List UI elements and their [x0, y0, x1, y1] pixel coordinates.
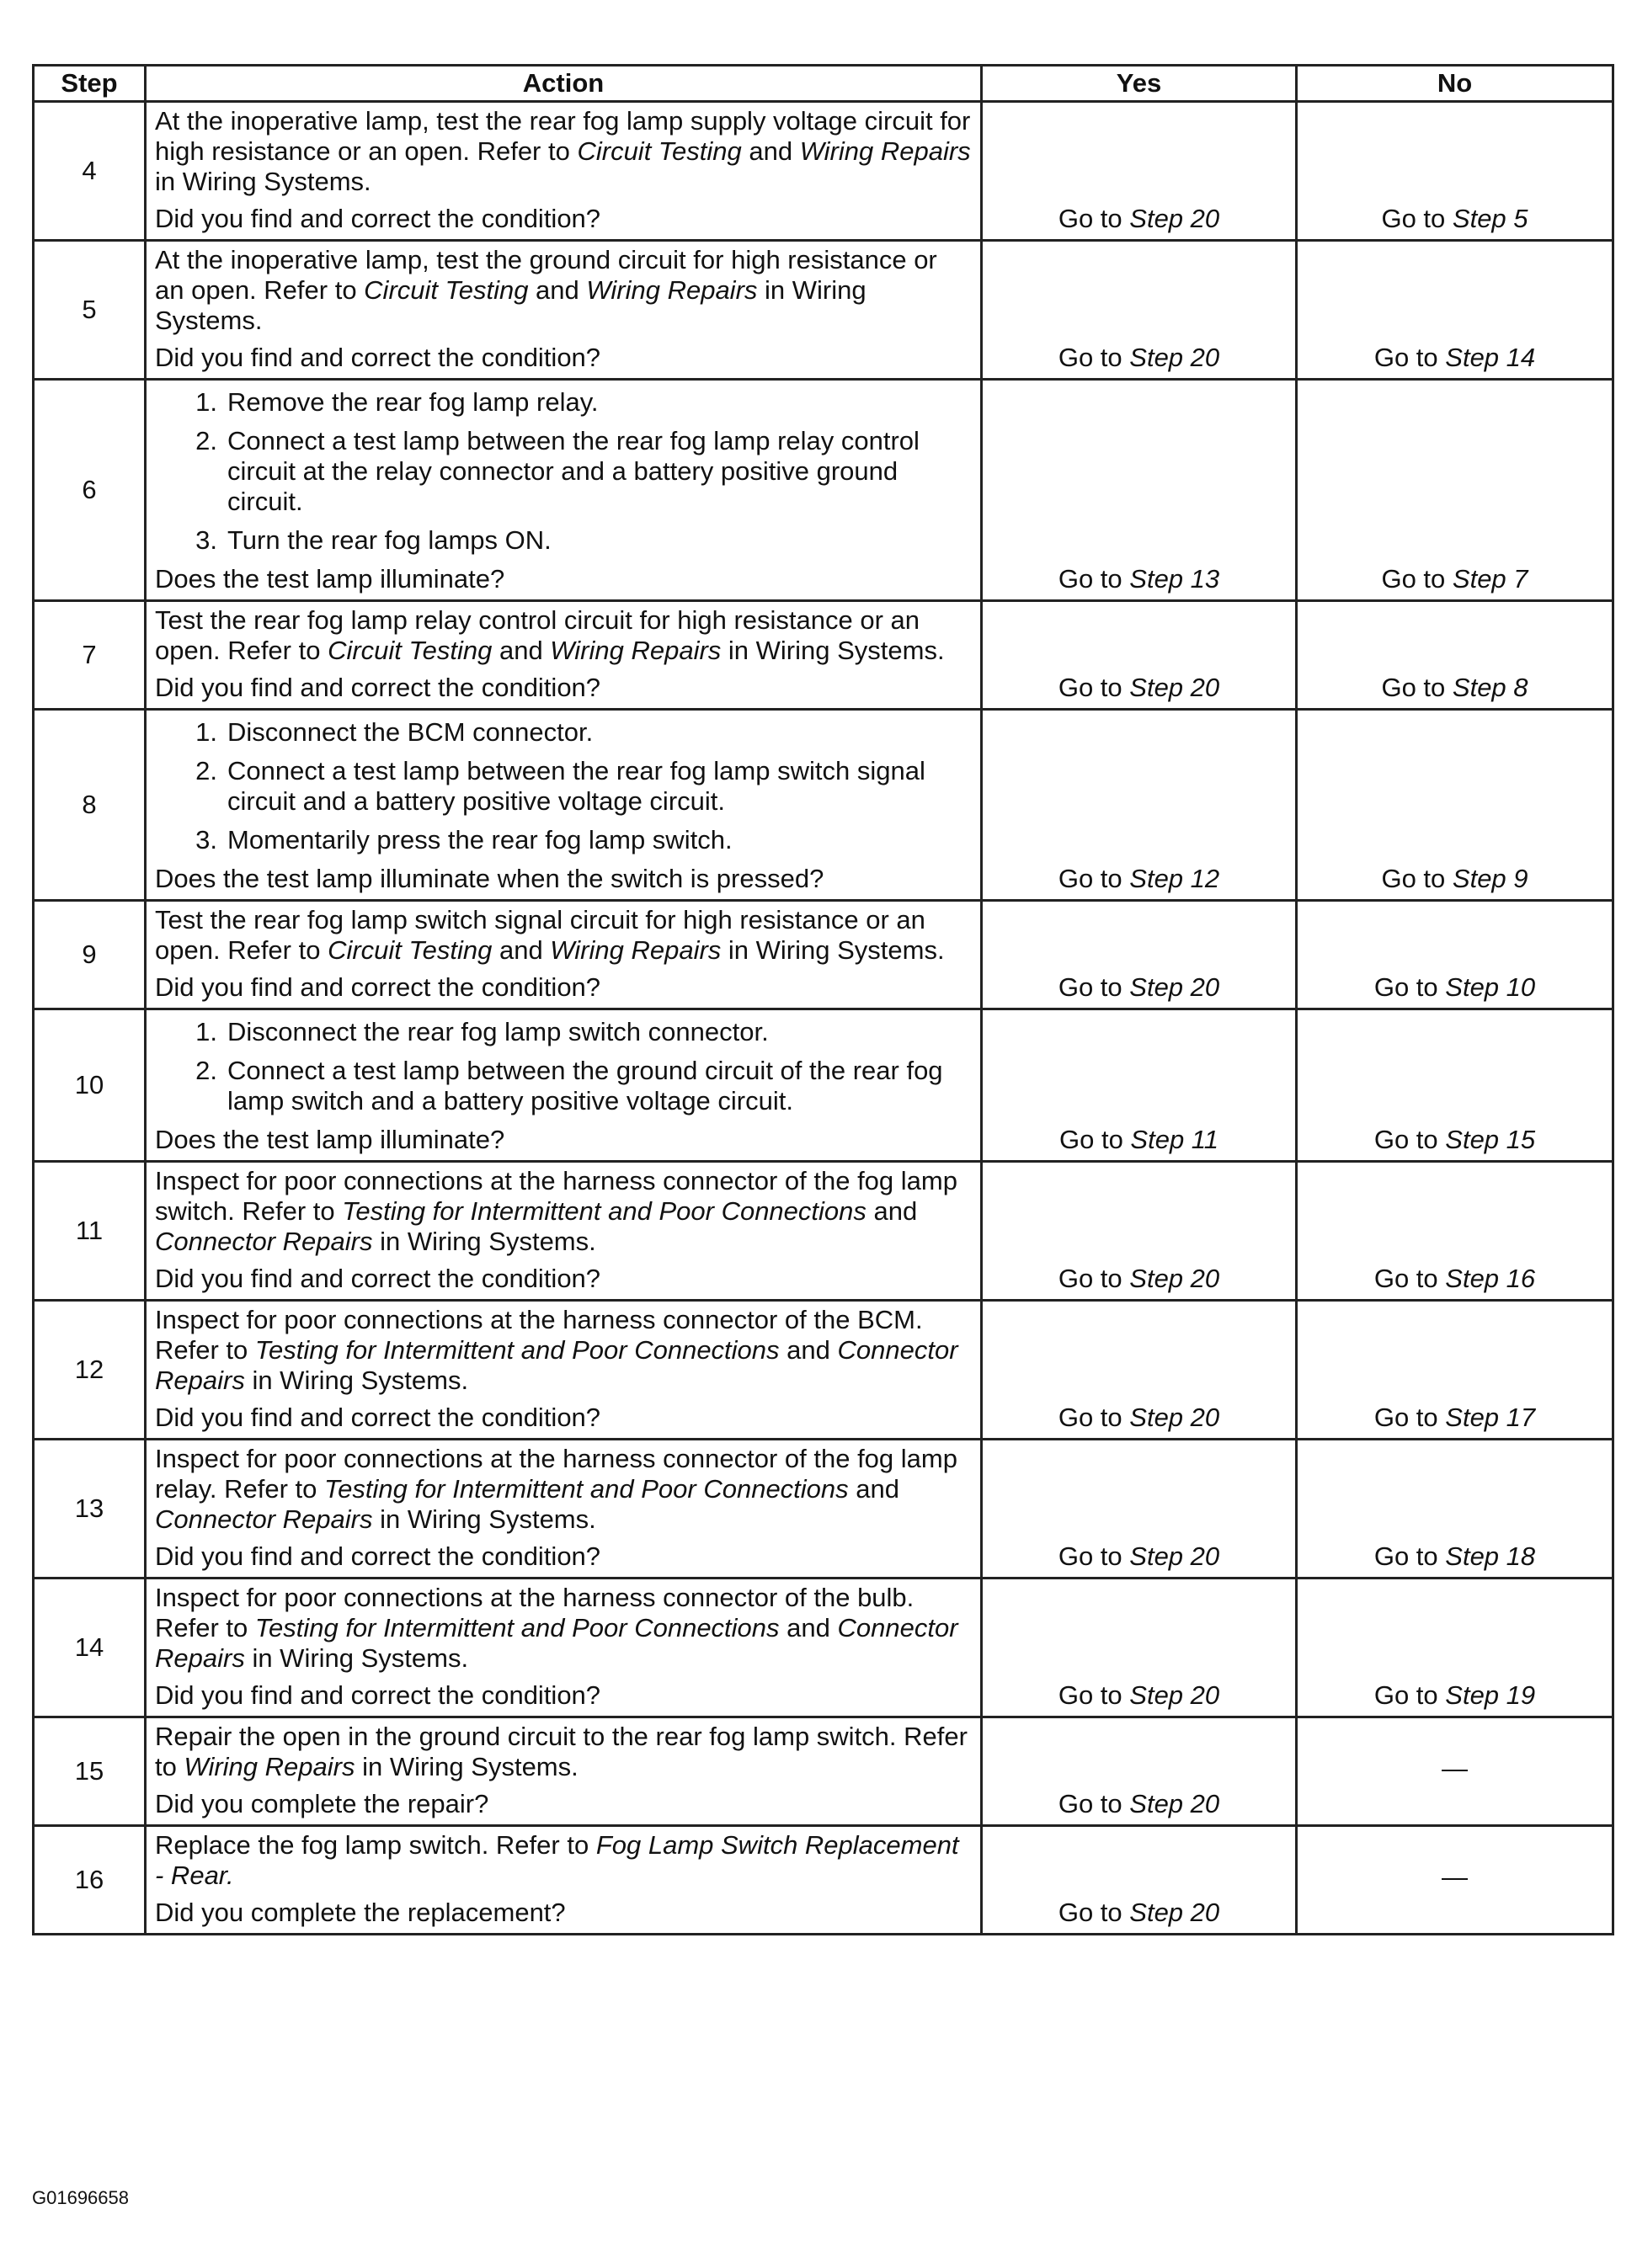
action-text: and [848, 1474, 900, 1504]
table-row [34, 1009, 1613, 1162]
no-result [1297, 601, 1613, 710]
step-number: 14 [34, 1579, 146, 1717]
table-row [34, 380, 1613, 601]
action-paragraph [155, 1830, 972, 1891]
table-row [34, 601, 1613, 710]
procedure-list [155, 1017, 972, 1116]
goto-text: Go to [1058, 204, 1130, 233]
action-text: and [779, 1335, 838, 1365]
goto-text: Go to [1381, 564, 1453, 594]
yes-result [982, 1301, 1297, 1440]
goto-step-reference: Step 20 [1129, 972, 1220, 1002]
table-row [34, 241, 1613, 380]
action-question: Did you find and correct the condition? [155, 1403, 601, 1432]
reference-link-text: Fog Lamp Switch Replacement - Rear. [155, 1830, 959, 1890]
action-question: Did you find and correct the condition? [155, 1680, 601, 1710]
action-cell [146, 901, 982, 1009]
goto-step-reference: Step 17 [1445, 1403, 1536, 1432]
reference-link-text: Connector Repairs [155, 1227, 373, 1256]
action-text: in Wiring Systems. [244, 1643, 469, 1673]
yes-result [982, 380, 1297, 601]
reference-link-text: Connector Repairs [155, 1613, 958, 1673]
step-number: 11 [34, 1162, 146, 1301]
action-text: Test the rear fog lamp relay control circuit for high resistance or an open. Refer to [155, 605, 920, 665]
goto-text: Go to [1058, 864, 1130, 893]
procedure-list [155, 387, 972, 556]
procedure-item [155, 1017, 972, 1047]
table-row [34, 1826, 1613, 1935]
action-text: in Wiring Systems. [155, 167, 371, 196]
goto-step-reference: Step 7 [1452, 564, 1528, 594]
no-result [1297, 710, 1613, 901]
procedure-item-text: Disconnect the BCM connector. [227, 717, 594, 747]
goto-text: Go to [1373, 972, 1446, 1002]
action-text: and [866, 1196, 918, 1226]
header-step: Step [34, 66, 146, 102]
yes-result [982, 1826, 1297, 1935]
action-text: in Wiring Systems. [372, 1227, 596, 1256]
procedure-item [155, 717, 972, 748]
goto-text: Go to [1058, 1264, 1130, 1293]
goto-step-reference: Step 14 [1445, 343, 1536, 372]
action-text: in Wiring Systems. [155, 275, 866, 335]
figure-id: G01696658 [32, 2187, 129, 2208]
yes-result [982, 1162, 1297, 1301]
goto-text: Go to [1058, 1789, 1130, 1818]
procedure-item-text: Momentarily press the rear fog lamp switch. [227, 825, 733, 854]
procedure-item-number: 2. [195, 1056, 217, 1085]
action-cell [146, 710, 982, 901]
yes-result [982, 601, 1297, 710]
step-number: 9 [34, 901, 146, 1009]
goto-step-reference: Step 20 [1129, 1541, 1220, 1571]
no-result [1297, 901, 1613, 1009]
header-yes: Yes [982, 66, 1297, 102]
goto-step-reference: Step 20 [1129, 343, 1220, 372]
goto-text: Go to [1058, 343, 1130, 372]
reference-link-text: Circuit Testing [328, 636, 493, 665]
action-paragraph [155, 905, 972, 966]
reference-link-text: Wiring Repairs [586, 275, 758, 305]
action-cell [146, 380, 982, 601]
procedure-item [155, 426, 972, 517]
goto-step-reference: Step 18 [1445, 1541, 1536, 1571]
table-body [34, 102, 1613, 1935]
step-number: 7 [34, 601, 146, 710]
step-number: 15 [34, 1717, 146, 1826]
action-cell [146, 1826, 982, 1935]
procedure-item-text: Disconnect the rear fog lamp switch connector. [227, 1017, 769, 1046]
action-text: Test the rear fog lamp switch signal circuit for high resistance or an open. Refer to [155, 905, 925, 965]
action-text: and [528, 275, 587, 305]
action-question: Does the test lamp illuminate? [155, 1125, 505, 1154]
yes-result [982, 1579, 1297, 1717]
step-number: 6 [34, 380, 146, 601]
action-text: At the inoperative lamp, test the ground circuit for high resistance or an open. Refer to [155, 245, 937, 305]
goto-step-reference: Step 5 [1452, 204, 1528, 233]
procedure-item-text: Remove the rear fog lamp relay. [227, 387, 599, 417]
table-row [34, 1162, 1613, 1301]
goto-step-reference: Step 20 [1129, 1680, 1220, 1710]
goto-text: Go to [1058, 1680, 1130, 1710]
action-question: Did you find and correct the condition? [155, 343, 601, 372]
action-question: Did you find and correct the condition? [155, 204, 601, 233]
action-text: in Wiring Systems. [721, 636, 945, 665]
action-cell [146, 102, 982, 241]
reference-link-text: Connector Repairs [155, 1504, 373, 1534]
action-cell [146, 1579, 982, 1717]
procedure-item-number: 1. [195, 717, 217, 747]
no-result [1297, 1717, 1613, 1826]
action-text: and [741, 136, 800, 166]
goto-text: Go to [1373, 1403, 1446, 1432]
procedure-item [155, 387, 972, 418]
procedure-item-text: Turn the rear fog lamps ON. [227, 525, 552, 555]
table-header [34, 66, 1613, 102]
no-result [1297, 1009, 1613, 1162]
reference-link-text: Circuit Testing [364, 275, 529, 305]
procedure-item [155, 525, 972, 556]
step-number: 5 [34, 241, 146, 380]
reference-link-text: Wiring Repairs [550, 636, 722, 665]
header-action: Action [146, 66, 982, 102]
action-text: and [492, 935, 551, 965]
goto-step-reference: Step 15 [1445, 1125, 1536, 1154]
action-cell [146, 1009, 982, 1162]
step-number: 4 [34, 102, 146, 241]
action-text: in Wiring Systems. [355, 1752, 579, 1781]
goto-step-reference: Step 20 [1129, 1898, 1220, 1927]
yes-result [982, 1009, 1297, 1162]
action-cell [146, 241, 982, 380]
goto-text: Go to [1058, 1403, 1130, 1432]
goto-text: Go to [1058, 1541, 1130, 1571]
goto-step-reference: Step 12 [1129, 864, 1220, 893]
reference-link-text: Testing for Intermittent and Poor Connections [254, 1613, 780, 1642]
procedure-item-number: 3. [195, 525, 217, 555]
yes-result [982, 241, 1297, 380]
procedure-list [155, 717, 972, 855]
goto-text: Go to [1373, 1541, 1446, 1571]
goto-text: Go to [1373, 343, 1446, 372]
table-row [34, 1579, 1613, 1717]
no-result [1297, 380, 1613, 601]
reference-link-text: Wiring Repairs [799, 136, 971, 166]
action-cell [146, 1717, 982, 1826]
not-applicable-dash: — [1442, 1754, 1468, 1783]
action-text: Inspect for poor connections at the harness connector of the bulb. Refer to [155, 1583, 914, 1642]
action-paragraph [155, 1305, 972, 1396]
goto-text: Go to [1373, 1264, 1446, 1293]
table-row [34, 1717, 1613, 1826]
yes-result [982, 1440, 1297, 1579]
no-result [1297, 1301, 1613, 1440]
reference-link-text: Testing for Intermittent and Poor Connections [324, 1474, 849, 1504]
procedure-item-text: Connect a test lamp between the rear fog lamp switch signal circuit and a battery positive voltage circuit. [227, 756, 925, 816]
action-question: Did you find and correct the condition? [155, 972, 601, 1002]
goto-text: Go to [1381, 204, 1453, 233]
table-row [34, 1440, 1613, 1579]
goto-text: Go to [1373, 1680, 1446, 1710]
goto-step-reference: Step 20 [1129, 673, 1220, 702]
reference-link-text: Testing for Intermittent and Poor Connections [342, 1196, 866, 1226]
action-paragraph [155, 245, 972, 336]
step-number: 10 [34, 1009, 146, 1162]
not-applicable-dash: — [1442, 1862, 1468, 1892]
goto-text: Go to [1373, 1125, 1446, 1154]
reference-link-text: Wiring Repairs [550, 935, 722, 965]
action-paragraph [155, 1722, 972, 1782]
action-text: At the inoperative lamp, test the rear fog lamp supply voltage circuit for high resistance or an open. Refer to [155, 106, 971, 166]
table-row [34, 901, 1613, 1009]
action-text: and [779, 1613, 838, 1642]
goto-step-reference: Step 9 [1452, 864, 1528, 893]
action-cell [146, 1162, 982, 1301]
procedure-item-number: 2. [195, 756, 217, 785]
goto-step-reference: Step 16 [1445, 1264, 1536, 1293]
action-paragraph [155, 605, 972, 666]
step-number: 13 [34, 1440, 146, 1579]
goto-text: Go to [1058, 1898, 1130, 1927]
no-result [1297, 1579, 1613, 1717]
diagnostic-table [32, 64, 1614, 1935]
goto-step-reference: Step 20 [1129, 1789, 1220, 1818]
action-question: Does the test lamp illuminate when the switch is pressed? [155, 864, 824, 893]
header-row [34, 66, 1613, 102]
procedure-item-number: 3. [195, 825, 217, 854]
reference-link-text: Circuit Testing [577, 136, 742, 166]
yes-result [982, 710, 1297, 901]
action-text: in Wiring Systems. [721, 935, 945, 965]
reference-link-text: Connector Repairs [155, 1335, 958, 1395]
procedure-item [155, 825, 972, 855]
action-cell [146, 1440, 982, 1579]
reference-link-text: Circuit Testing [328, 935, 493, 965]
no-result [1297, 102, 1613, 241]
table-row [34, 102, 1613, 241]
action-text: Inspect for poor connections at the harness connector of the BCM. Refer to [155, 1305, 923, 1365]
table-row [34, 1301, 1613, 1440]
goto-step-reference: Step 20 [1129, 1264, 1220, 1293]
action-question: Did you complete the repair? [155, 1789, 489, 1818]
action-text: Inspect for poor connections at the harness connector of the fog lamp relay. Refer to [155, 1444, 957, 1504]
action-question: Does the test lamp illuminate? [155, 564, 505, 594]
procedure-item-text: Connect a test lamp between the rear fog lamp relay control circuit at the relay connector and a battery positive ground circuit. [227, 426, 920, 516]
action-paragraph [155, 106, 972, 197]
goto-step-reference: Step 10 [1445, 972, 1536, 1002]
no-result [1297, 1162, 1613, 1301]
action-cell [146, 1301, 982, 1440]
step-number: 16 [34, 1826, 146, 1935]
goto-text: Go to [1381, 673, 1453, 702]
action-text: Replace the fog lamp switch. Refer to [155, 1830, 596, 1860]
header-no: No [1297, 66, 1613, 102]
action-paragraph [155, 1166, 972, 1257]
procedure-item-text: Connect a test lamp between the ground circuit of the rear fog lamp switch and a battery positive voltage circuit. [227, 1056, 943, 1115]
action-text: in Wiring Systems. [372, 1504, 596, 1534]
reference-link-text: Testing for Intermittent and Poor Connections [254, 1335, 780, 1365]
goto-step-reference: Step 8 [1452, 673, 1528, 702]
action-text: Repair the open in the ground circuit to the rear fog lamp switch. Refer to [155, 1722, 968, 1781]
step-number: 12 [34, 1301, 146, 1440]
goto-step-reference: Step 13 [1129, 564, 1220, 594]
no-result [1297, 1826, 1613, 1935]
action-question: Did you complete the replacement? [155, 1898, 566, 1927]
action-text: Inspect for poor connections at the harness connector of the fog lamp switch. Refer to [155, 1166, 957, 1226]
action-question: Did you find and correct the condition? [155, 673, 601, 702]
action-paragraph [155, 1583, 972, 1674]
goto-step-reference: Step 20 [1129, 204, 1220, 233]
goto-step-reference: Step 11 [1130, 1125, 1218, 1154]
goto-step-reference: Step 19 [1445, 1680, 1536, 1710]
goto-text: Go to [1058, 564, 1130, 594]
goto-step-reference: Step 20 [1129, 1403, 1220, 1432]
goto-text: Go to [1058, 673, 1130, 702]
no-result [1297, 1440, 1613, 1579]
goto-text: Go to [1381, 864, 1453, 893]
reference-link-text: Wiring Repairs [184, 1752, 355, 1781]
yes-result [982, 1717, 1297, 1826]
yes-result [982, 102, 1297, 241]
procedure-item [155, 756, 972, 817]
goto-text: Go to [1058, 1125, 1131, 1154]
action-paragraph [155, 1444, 972, 1535]
no-result [1297, 241, 1613, 380]
goto-text: Go to [1058, 972, 1130, 1002]
action-question: Did you find and correct the condition? [155, 1264, 601, 1293]
step-number: 8 [34, 710, 146, 901]
procedure-item [155, 1056, 972, 1116]
action-text: in Wiring Systems. [244, 1366, 469, 1395]
action-text: and [492, 636, 551, 665]
action-cell [146, 601, 982, 710]
yes-result [982, 901, 1297, 1009]
action-question: Did you find and correct the condition? [155, 1541, 601, 1571]
procedure-item-number: 1. [195, 1017, 217, 1046]
table-row [34, 710, 1613, 901]
procedure-item-number: 1. [195, 387, 217, 417]
procedure-item-number: 2. [195, 426, 217, 455]
